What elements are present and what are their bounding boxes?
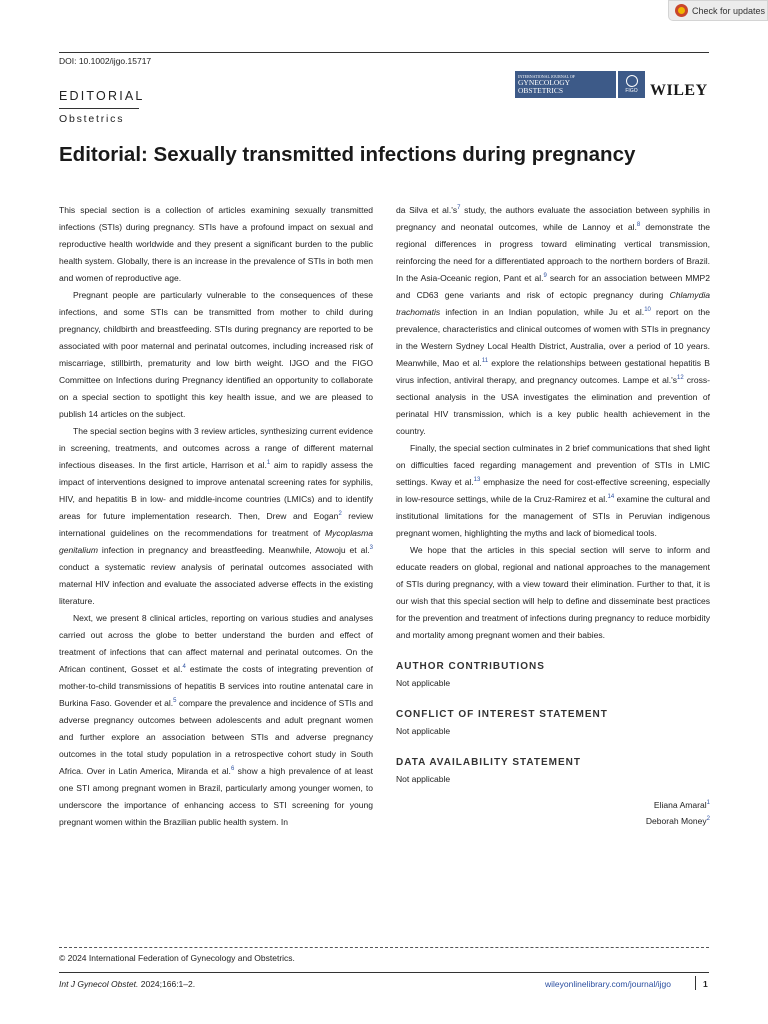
top-rule bbox=[59, 52, 709, 53]
ref-link[interactable]: 4 bbox=[182, 664, 186, 671]
text-span: cross-sectional analysis in the USA investigates the elimination and prevention of perinatal HIV transmission, which is a key public health achievement in the country. bbox=[396, 375, 710, 436]
section-heading: DATA AVAILABILITY STATEMENT bbox=[396, 757, 581, 768]
text-span: study, the authors evaluate the association between syphilis in pregnancy and neonatal outcomes, while de Lannoy et al. bbox=[396, 205, 710, 232]
journal-logo-wordmark bbox=[515, 71, 616, 98]
species-name: Mycoplasma genitalium bbox=[59, 528, 373, 555]
globe-icon bbox=[626, 75, 638, 87]
section-value: Not applicable bbox=[396, 726, 451, 736]
section-value: Not applicable bbox=[396, 774, 451, 784]
page-number: 1 bbox=[703, 979, 708, 989]
ref-link[interactable]: 11 bbox=[481, 358, 489, 365]
text-span: infection in an Indian population, while Ju et al. bbox=[440, 307, 645, 317]
author-signatures bbox=[396, 797, 710, 829]
page-divider bbox=[695, 976, 696, 990]
text-span: da Silva et al.'s bbox=[396, 205, 458, 215]
paragraph-reviews bbox=[59, 423, 373, 610]
text-span: Finally, the special section culminates in 2 brief communications that shed light on difficulties faced regarding management and prevention of STIs in LMIC settings. Kway et al. bbox=[396, 443, 710, 487]
author-name bbox=[396, 797, 710, 813]
text-span: infection in pregnancy and breastfeeding. Meanwhile, Atowoju et al. bbox=[97, 545, 370, 555]
journal-logo-line2: GYNECOLOGY bbox=[518, 78, 571, 87]
publisher-logo[interactable]: WILEY bbox=[650, 82, 708, 99]
text-span: emphasize the need for cost-effective screening, especially in low-resource settings, while de la Cruz-Ramirez et al. bbox=[396, 477, 710, 504]
ref-link[interactable]: 5 bbox=[173, 698, 177, 705]
journal-abbrev: Int J Gynecol Obstet. bbox=[59, 979, 139, 989]
bottom-rule bbox=[59, 972, 709, 973]
journal-logo-line1: INTERNATIONAL JOURNAL OF bbox=[518, 74, 576, 79]
ref-link[interactable]: 14 bbox=[607, 494, 615, 501]
check-for-updates-label: Check for updates bbox=[692, 5, 766, 16]
subsection-label: Obstetrics bbox=[59, 113, 125, 125]
conflict-of-interest-section bbox=[396, 706, 710, 740]
text-span: examine the cultural and institutional limitations for the management of STIs in Peruvian indigenous pregnant women, highlighting the myths and lack of biomedical tools. bbox=[396, 494, 711, 538]
text-span: explore the relationships between gestational hepatitis B virus infection, antiviral therapy, and pregnancy outcomes. Lampe et al.'s bbox=[396, 358, 710, 385]
ref-link[interactable]: 3 bbox=[369, 545, 373, 552]
doi[interactable]: DOI: 10.1002/ijgo.15717 bbox=[59, 56, 152, 66]
data-availability-section bbox=[396, 754, 710, 788]
ref-link[interactable]: 7 bbox=[457, 205, 461, 212]
paragraph-clinical-cont bbox=[396, 202, 710, 440]
article-title: Editorial: Sexually transmitted infections during pregnancy bbox=[59, 143, 636, 166]
section-heading: AUTHOR CONTRIBUTIONS bbox=[396, 661, 545, 672]
ref-link[interactable]: 8 bbox=[636, 222, 641, 229]
species-name: Chlamydia trachomatis bbox=[396, 290, 710, 317]
text-span: search for an association between MMP2 and CD63 gene variants and risk of ectopic pregnancy during bbox=[396, 273, 710, 300]
ref-link[interactable]: 12 bbox=[677, 375, 684, 382]
text-span: estimate the costs of integrating prevention of mother-to-child transmissions of hepatitis B services into routine antenatal care in Burkina Faso. Govender et al. bbox=[59, 664, 373, 708]
author-name-text: Eliana Amaral bbox=[653, 800, 707, 810]
text-span: Next, we present 8 clinical articles, reporting on various studies and analyses carried out across the globe to better understand the burden and effect of treatment of infections that can affect maternal and perinatal outcomes. On the African continent, Gosset et al. bbox=[59, 613, 373, 674]
paragraph-intro: This special section is a collection of articles examining sexually transmitted infections (STIs) during pregnancy. STIs have a profound impact on sexual and reproductive health worldwide and they present a significant burden to the public health system. Globally, there is an increase in the prevalence of STIs in both men and women of reproductive age. bbox=[59, 205, 373, 283]
section-rule bbox=[59, 108, 139, 109]
affiliation-link[interactable]: 2 bbox=[706, 816, 710, 823]
ref-link[interactable]: 9 bbox=[543, 273, 547, 280]
text-span: compare the prevalence and incidence of STIs and adverse pregnancy outcomes between adolescents and adult pregnant women and further explore an association between STIs and adverse pregnancy outcomes in the total study population in a retrospective cohort study in South Africa. Over in Latin America, Miranda et al. bbox=[59, 698, 373, 776]
paragraph-vulnerability: Pregnant people are particularly vulnerable to the consequences of these infections, and some STIs can be transmitted from mother to child during pregnancy, childbirth and breastfeeding. STIs during pregnancy are reported to be associated with poor maternal and perinatal outcomes, including increased risk of miscarriage, stillbirth, prematurity and low birth weight. IJGO and the FIGO Committee on Infections during Pregnancy identified an opportunity to collaborate on a special section to spotlight this key health issue, and we are pleased to publish 14 articles on the subject. bbox=[59, 290, 373, 419]
text-span: report on the prevalence, characteristics and clinical outcomes of women with STIs in pregnancy in the Western Sydney Local Health District, Australia, over a period of 10 years. Meanwhile, Mao et al. bbox=[396, 307, 710, 368]
ref-link[interactable]: 1 bbox=[266, 460, 271, 467]
citation-volume: 2024;166:1–2. bbox=[138, 979, 196, 989]
text-span: conduct a systematic review analysis of perinatal outcomes associated with maternal HIV infection and evaluate the associated adverse effects in the existing literature. bbox=[59, 562, 373, 606]
crossmark-icon bbox=[675, 4, 688, 17]
text-span: show a high prevalence of at least one STI among pregnant women in Brazil, particularly among younger women, to underscore the importance of enhancing access to STI screening for young pregnant women within the Brazilian public health system. In bbox=[59, 766, 373, 827]
copyright-notice: © 2024 International Federation of Gynecology and Obstetrics. bbox=[59, 953, 295, 963]
section-value: Not applicable bbox=[396, 678, 451, 688]
right-column bbox=[396, 202, 710, 829]
ref-link[interactable]: 2 bbox=[338, 511, 342, 518]
author-contributions-section bbox=[396, 658, 710, 692]
journal-logo-line3: OBSTETRICS bbox=[518, 86, 564, 95]
citation bbox=[59, 979, 195, 989]
text-span: aim to rapidly assess the impact of interventions designed to improve antenatal screening rates for syphilis, HIV, and hepatitis B in low- and middle-income countries (LMICs) and to identify areas for future implementation research. Then, Drew and Eogan bbox=[59, 460, 373, 521]
section-label: EDITORIAL bbox=[59, 89, 145, 103]
figo-logo bbox=[618, 71, 645, 98]
left-column bbox=[59, 202, 373, 831]
paragraph-conclusion: We hope that the articles in this special section will serve to inform and educate readers on global, regional and national approaches to the management of STIs during pregnancy, with a view toward their elimination. Further to that, it is our wish that this special section will help to define and disseminate best practices for the prevention and treatment of infections during pregnancy to reduce morbidity and mortality among pregnant women and their babies. bbox=[396, 545, 710, 640]
ref-link[interactable]: 6 bbox=[230, 766, 235, 773]
author-name bbox=[396, 813, 710, 829]
ref-link[interactable]: 10 bbox=[644, 307, 651, 314]
paragraph-clinical bbox=[59, 610, 373, 831]
author-name-text: Deborah Money bbox=[645, 816, 707, 826]
paragraph-brief bbox=[396, 440, 710, 542]
check-for-updates-badge[interactable] bbox=[668, 0, 768, 21]
text-span: demonstrate the regional differences in progress toward eliminating vertical transmission, reinforcing the need for a differentiated approach to the northern borders of Brazil. In the Asia-Oceanic region, Pant et al. bbox=[396, 222, 710, 283]
affiliation-link[interactable]: 1 bbox=[706, 800, 710, 807]
journal-website-link[interactable]: wileyonlinelibrary.com/journal/ijgo bbox=[545, 979, 671, 989]
figo-label: FIGO bbox=[625, 88, 638, 94]
section-heading: CONFLICT OF INTEREST STATEMENT bbox=[396, 709, 608, 720]
text-span: The special section begins with 3 review articles, synthesizing current evidence in screening, treatments, and outcomes across a range of different maternal infectious diseases. In the first article, Harrison et al. bbox=[59, 426, 373, 470]
journal-logo[interactable] bbox=[515, 71, 647, 98]
ref-link[interactable]: 13 bbox=[473, 477, 481, 484]
text-span: review international guidelines on the recommendations for treatment of bbox=[59, 511, 373, 538]
footer-dashed-rule bbox=[59, 947, 709, 948]
